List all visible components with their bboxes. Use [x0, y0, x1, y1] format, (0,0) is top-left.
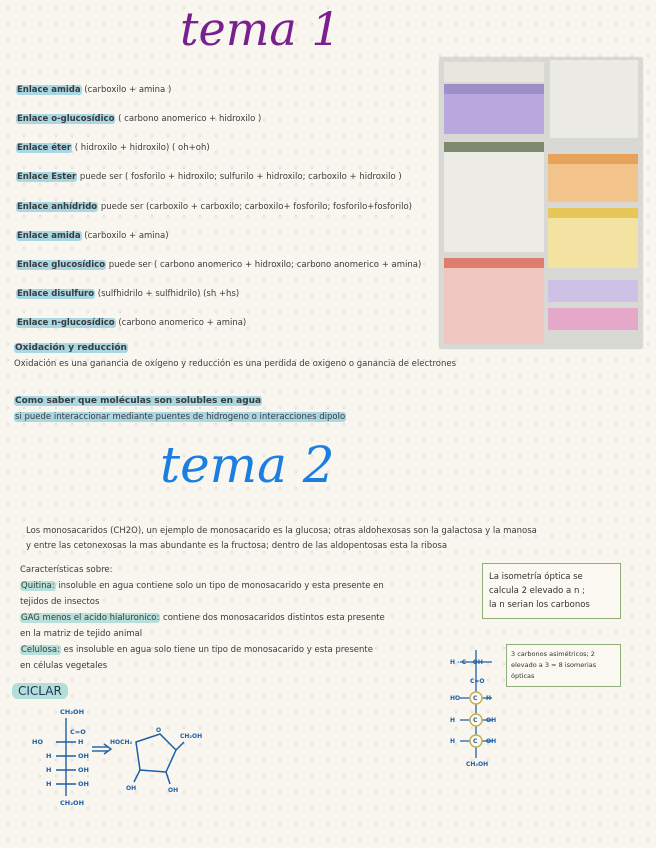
note-line: elevado a 3 = 8 isomerias — [511, 661, 597, 669]
enlace-name: Enlace éter — [17, 143, 72, 153]
oh-label: OH — [78, 766, 89, 774]
c-label: C — [473, 717, 478, 724]
enlace-desc: puede ser ( carbono anomerico + hidroxilo; carbono anomerico + amina) — [106, 260, 422, 270]
oh-label: OH — [78, 752, 89, 760]
photo-note — [548, 280, 638, 302]
enlace-desc: puede ser ( fosforilo + hidroxilo; sulfurilo + hidroxilo; carboxilo + hidroxilo ) — [77, 172, 402, 182]
h-label: H — [46, 752, 52, 760]
h-label: H — [486, 695, 492, 702]
c-label: C=O — [70, 728, 86, 736]
oh-label: OH — [168, 787, 179, 794]
photo-table-header — [444, 84, 544, 94]
fischer-projection-diagram — [28, 704, 98, 808]
photo-note — [548, 308, 638, 330]
enlace-name: Enlace n-glucosídico — [17, 318, 115, 328]
list-item — [16, 114, 261, 124]
photo-table — [548, 164, 638, 202]
chiral-chain-diagram — [446, 646, 506, 768]
note-line: la n serian los carbonos — [489, 600, 590, 610]
o-label: O — [156, 727, 162, 734]
enlace-name: Enlace amida — [17, 231, 81, 241]
ch2oh-label: CH₂OH — [466, 761, 489, 768]
note-line: calcula 2 elevado a n ; — [489, 586, 585, 596]
list-item — [16, 202, 412, 212]
enlace-desc: (carboxilo + amina) — [81, 231, 169, 241]
list-item-cont: en células vegetales — [20, 661, 108, 671]
item-text: contiene dos monosacaridos distintos esta presente — [160, 613, 385, 623]
heading-text: Oxidación y reducción — [15, 343, 127, 353]
h-label: H — [450, 738, 456, 745]
list-item-cont: tejidos de insectos — [20, 597, 100, 607]
item-label: Quitina: — [21, 581, 55, 591]
list-item — [20, 613, 385, 623]
enlace-desc: (carboxilo + amina ) — [81, 85, 172, 95]
photo-table — [444, 152, 544, 252]
solubles-heading — [14, 396, 262, 406]
enlace-name: Enlace Ester — [17, 172, 77, 182]
ring-structure-diagram — [110, 724, 206, 794]
list-item — [16, 85, 171, 95]
tables-photo — [440, 58, 642, 348]
heading-text: Como saber que moléculas son solubles en agua — [15, 396, 262, 406]
enlace-name: Enlace o-glucosídico — [17, 114, 115, 124]
h-label: H — [78, 738, 84, 746]
photo-table-header — [444, 142, 544, 152]
ho-label: HO — [450, 695, 461, 702]
enlace-desc: ( carbono anomerico + hidroxilo ) — [115, 114, 262, 124]
c-label: C — [473, 695, 478, 702]
list-item — [16, 289, 239, 299]
list-item — [20, 645, 373, 655]
list-item — [16, 231, 169, 241]
isometria-note-box — [482, 563, 621, 619]
note-line: La isometría óptica se — [489, 572, 583, 582]
ho-label: HO — [32, 738, 43, 746]
ring-outline — [136, 734, 176, 772]
photo-table — [444, 94, 544, 134]
note-line: ópticas — [511, 672, 535, 680]
enlace-name: Enlace disulfuro — [17, 289, 95, 299]
photo-table-header — [548, 208, 638, 218]
ch2oh-label: CH₂OH — [60, 799, 85, 807]
list-item-cont: en la matriz de tejido animal — [20, 629, 143, 639]
c-label: C — [473, 738, 478, 745]
monosacaridos-line-2: y entre las cetonexosas la mas abundante es la fructosa; dentro de las aldopentosas esta la ribosa — [26, 541, 448, 551]
enlace-name: Enlace glucosídico — [17, 260, 106, 270]
title-tema-2: tema 2 — [160, 436, 335, 494]
photo-table — [550, 60, 638, 138]
solubles-text-highlight: si puede interaccionar mediante puentes de hidrogeno o interacciones dipolo — [15, 412, 346, 422]
enlace-name: Enlace anhídrido — [17, 202, 98, 212]
item-text: insoluble en agua contiene solo un tipo de monosacarido y esta presente en — [55, 581, 384, 591]
enlace-desc: (carbono anomerico + amina) — [115, 318, 247, 328]
h-label: H — [450, 717, 456, 724]
list-item — [20, 581, 384, 591]
oxidacion-heading — [14, 343, 128, 353]
monosacaridos-line-1: Los monosacaridos (CH2O), un ejemplo de monosacarido es la glucosa; otras aldohexosas son la galactosa y la manosa — [26, 526, 537, 536]
ceo-label: C=O — [470, 678, 485, 685]
item-label: GAG menos el acido hialuronico: — [21, 613, 160, 623]
photo-table — [444, 268, 544, 344]
enlace-desc: (sulfhidrilo + sulfhidrilo) (sh +hs) — [95, 289, 240, 299]
oh-label: OH — [78, 780, 89, 788]
list-item — [16, 318, 246, 328]
oh-label: OH — [126, 785, 137, 792]
photo-table — [548, 218, 638, 268]
ciclar-label: CICLAR — [12, 683, 68, 699]
list-item — [16, 260, 421, 270]
note-line: 3 carbonos asimétricos; 2 — [511, 650, 595, 658]
h-label: H — [46, 766, 52, 774]
oh-label: OH — [486, 717, 497, 724]
list-item — [16, 172, 402, 182]
oh-label: OH — [486, 738, 497, 745]
carbonos-note-box — [506, 644, 621, 687]
oxidacion-text: Oxidación es una ganancia de oxígeno y reducción es una perdida de oxigeno o ganancia de electrones — [14, 359, 457, 369]
h-label: H — [46, 780, 52, 788]
enlace-desc: puede ser (carboxilo + carboxilo; carboxilo+ fosforilo; fosforilo+fosforilo) — [98, 202, 412, 212]
enlace-name: Enlace amida — [17, 85, 81, 95]
chain-top-label: H - C - OH — [450, 659, 483, 666]
list-item — [16, 143, 210, 153]
ch2oh-label: CH₂OH — [180, 733, 203, 740]
photo-table-header — [548, 154, 638, 164]
title-tema-1: tema 1 — [180, 2, 341, 56]
photo-table-header — [444, 258, 544, 268]
item-label: Celulosa: — [21, 645, 60, 655]
item-text: es insoluble en agua solo tiene un tipo de monosacarido y esta presente — [60, 645, 373, 655]
ch2oh-label: CH₂OH — [60, 708, 85, 716]
solubles-text — [14, 412, 346, 422]
hoch2-label: HOCH₂ — [110, 739, 133, 746]
photo-text-block — [444, 62, 544, 82]
caracteristicas-heading: Características sobre: — [20, 565, 113, 575]
enlace-desc: ( hidroxilo + hidroxilo) ( oh+oh) — [72, 143, 210, 153]
